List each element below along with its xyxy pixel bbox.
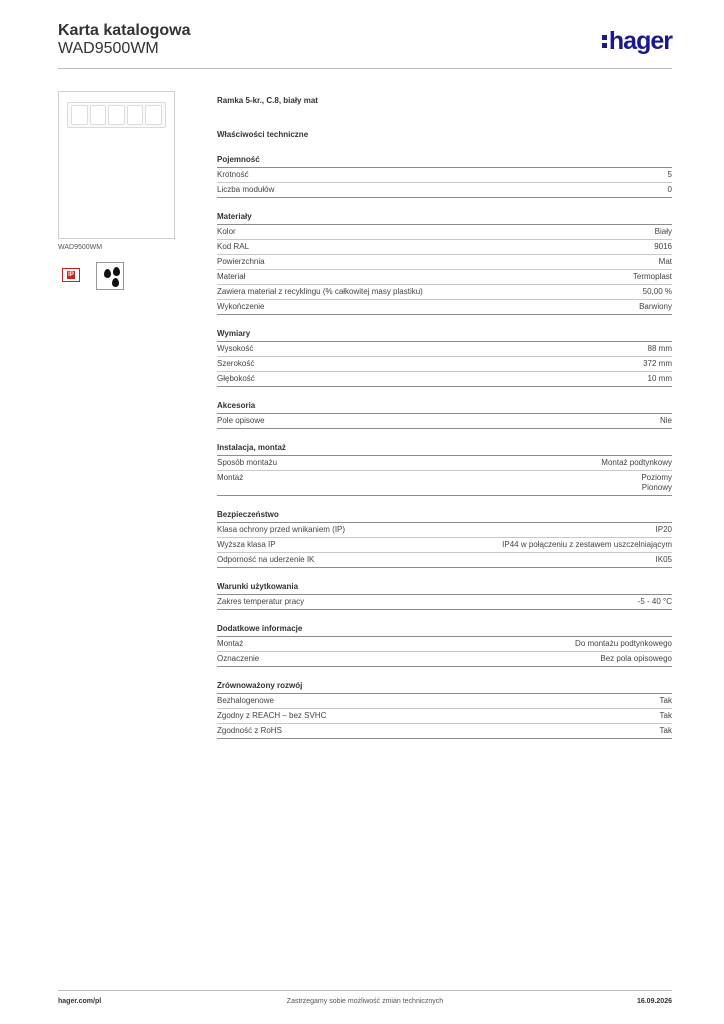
spec-value: Tak bbox=[659, 696, 672, 705]
spec-label: Kolor bbox=[217, 227, 236, 236]
spec-label: Odporność na uderzenie IK bbox=[217, 555, 315, 564]
spec-row bbox=[217, 300, 672, 315]
spec-row bbox=[217, 255, 672, 270]
spec-section bbox=[217, 681, 672, 739]
spec-label: Materiał bbox=[217, 272, 246, 281]
spec-label: Głębokość bbox=[217, 374, 255, 383]
spec-value: IK05 bbox=[655, 555, 672, 564]
spec-row bbox=[217, 456, 672, 471]
spec-row bbox=[217, 538, 672, 553]
spec-section bbox=[217, 510, 672, 568]
spec-section bbox=[217, 401, 672, 429]
spec-value: -5 - 40 °C bbox=[637, 597, 672, 606]
spec-sections bbox=[217, 155, 672, 739]
image-caption: WAD9500WM bbox=[58, 244, 103, 251]
section-title: Dodatkowe informacje bbox=[217, 624, 672, 637]
spec-label: Krotność bbox=[217, 170, 249, 179]
spec-row bbox=[217, 270, 672, 285]
spec-value: Tak bbox=[659, 711, 672, 720]
spec-value: IP44 w połączeniu z zestawem uszczelniającym bbox=[502, 540, 672, 549]
document-title: Karta katalogowa bbox=[58, 22, 191, 39]
spec-value: Poziomy Pionowy bbox=[641, 473, 672, 492]
spec-value: 372 mm bbox=[643, 359, 672, 368]
spec-label: Wykończenie bbox=[217, 302, 265, 311]
spec-row bbox=[217, 225, 672, 240]
spec-label: Wyższa klasa IP bbox=[217, 540, 276, 549]
spec-row bbox=[217, 694, 672, 709]
spec-value: 5 bbox=[667, 170, 672, 179]
spec-section bbox=[217, 155, 672, 198]
spec-value: 88 mm bbox=[647, 344, 672, 353]
spec-label: Bezhalogenowe bbox=[217, 696, 274, 705]
spec-row bbox=[217, 372, 672, 387]
spec-row bbox=[217, 342, 672, 357]
spec-row bbox=[217, 285, 672, 300]
spec-value: Do montażu podtynkowego bbox=[575, 639, 672, 648]
spec-row bbox=[217, 709, 672, 724]
spec-section bbox=[217, 582, 672, 610]
spec-value: Montaż podtynkowy bbox=[601, 458, 672, 467]
footer-website: hager.com/pl bbox=[58, 998, 102, 1005]
frame-illustration bbox=[67, 102, 166, 128]
spec-section bbox=[217, 624, 672, 667]
spec-label: Pole opisowe bbox=[217, 416, 265, 425]
spec-value: Bez pola opisowego bbox=[600, 654, 672, 663]
footer-divider bbox=[58, 990, 672, 991]
spec-value: 0 bbox=[667, 185, 672, 194]
hager-logo bbox=[602, 28, 672, 54]
spec-label: Zakres temperatur pracy bbox=[217, 597, 305, 606]
spec-section bbox=[217, 212, 672, 315]
spec-row bbox=[217, 471, 672, 496]
header-divider bbox=[58, 68, 672, 69]
section-title: Wymiary bbox=[217, 329, 672, 342]
spec-row bbox=[217, 523, 672, 538]
logo-dots-icon bbox=[602, 35, 607, 48]
spec-row bbox=[217, 414, 672, 429]
section-title: Bezpieczeństwo bbox=[217, 510, 672, 523]
specifications bbox=[217, 96, 672, 739]
spec-section bbox=[217, 329, 672, 387]
product-code: WAD9500WM bbox=[58, 40, 159, 57]
spec-label: Liczba modułów bbox=[217, 185, 275, 194]
spec-label: Oznaczenie bbox=[217, 654, 260, 663]
spec-row bbox=[217, 357, 672, 372]
footer-notice: Zastrzegamy sobie możliwość zmian technicznych bbox=[286, 998, 444, 1005]
spec-value: 10 mm bbox=[647, 374, 672, 383]
section-title: Pojemność bbox=[217, 155, 672, 168]
spec-value: 50,00 % bbox=[642, 287, 672, 296]
section-title: Warunki użytkowania bbox=[217, 582, 672, 595]
spec-value: Termoplast bbox=[632, 272, 672, 281]
spec-label: Zgodność z RoHS bbox=[217, 726, 282, 735]
footer-date: 16.09.2026 bbox=[636, 998, 672, 1005]
product-title: Ramka 5-kr., C.8, biały mat bbox=[217, 96, 318, 105]
spec-row bbox=[217, 637, 672, 652]
spec-row bbox=[217, 183, 672, 198]
product-image bbox=[58, 91, 175, 239]
spec-value: 9016 bbox=[654, 242, 672, 251]
water-drops-icon bbox=[96, 262, 124, 290]
spec-row bbox=[217, 595, 672, 610]
ip-badge-label: IP bbox=[68, 272, 74, 278]
spec-row bbox=[217, 724, 672, 739]
spec-section bbox=[217, 443, 672, 496]
spec-value: Tak bbox=[659, 726, 672, 735]
technical-properties-heading: Właściwości techniczne bbox=[217, 130, 309, 139]
spec-label: Powierzchnia bbox=[217, 257, 265, 266]
spec-value: Barwiony bbox=[639, 302, 672, 311]
spec-row bbox=[217, 240, 672, 255]
spec-label: Szerokość bbox=[217, 359, 255, 368]
page-header bbox=[58, 22, 672, 70]
spec-label: Montaż bbox=[217, 473, 244, 482]
spec-row bbox=[217, 553, 672, 568]
logo-text: hager bbox=[608, 27, 672, 55]
spec-value: Mat bbox=[658, 257, 672, 266]
ip-rating-icon bbox=[62, 268, 80, 282]
spec-label: Wysokość bbox=[217, 344, 254, 353]
spec-value: IP20 bbox=[655, 525, 672, 534]
spec-row bbox=[217, 652, 672, 667]
spec-value: Biały bbox=[654, 227, 672, 236]
spec-label: Sposób montażu bbox=[217, 458, 278, 467]
spec-label: Zgodny z REACH – bez SVHC bbox=[217, 711, 327, 720]
spec-row bbox=[217, 168, 672, 183]
spec-value: Nie bbox=[659, 416, 672, 425]
section-title: Materiały bbox=[217, 212, 672, 225]
section-title: Instalacja, montaż bbox=[217, 443, 672, 456]
spec-label: Montaż bbox=[217, 639, 244, 648]
section-title: Zrównoważony rozwój bbox=[217, 681, 672, 694]
spec-label: Kod RAL bbox=[217, 242, 250, 251]
spec-label: Zawiera materiał z recyklingu (% całkowitej masy plastiku) bbox=[217, 287, 423, 296]
section-title: Akcesoria bbox=[217, 401, 672, 414]
spec-label: Klasa ochrony przed wnikaniem (IP) bbox=[217, 525, 346, 534]
